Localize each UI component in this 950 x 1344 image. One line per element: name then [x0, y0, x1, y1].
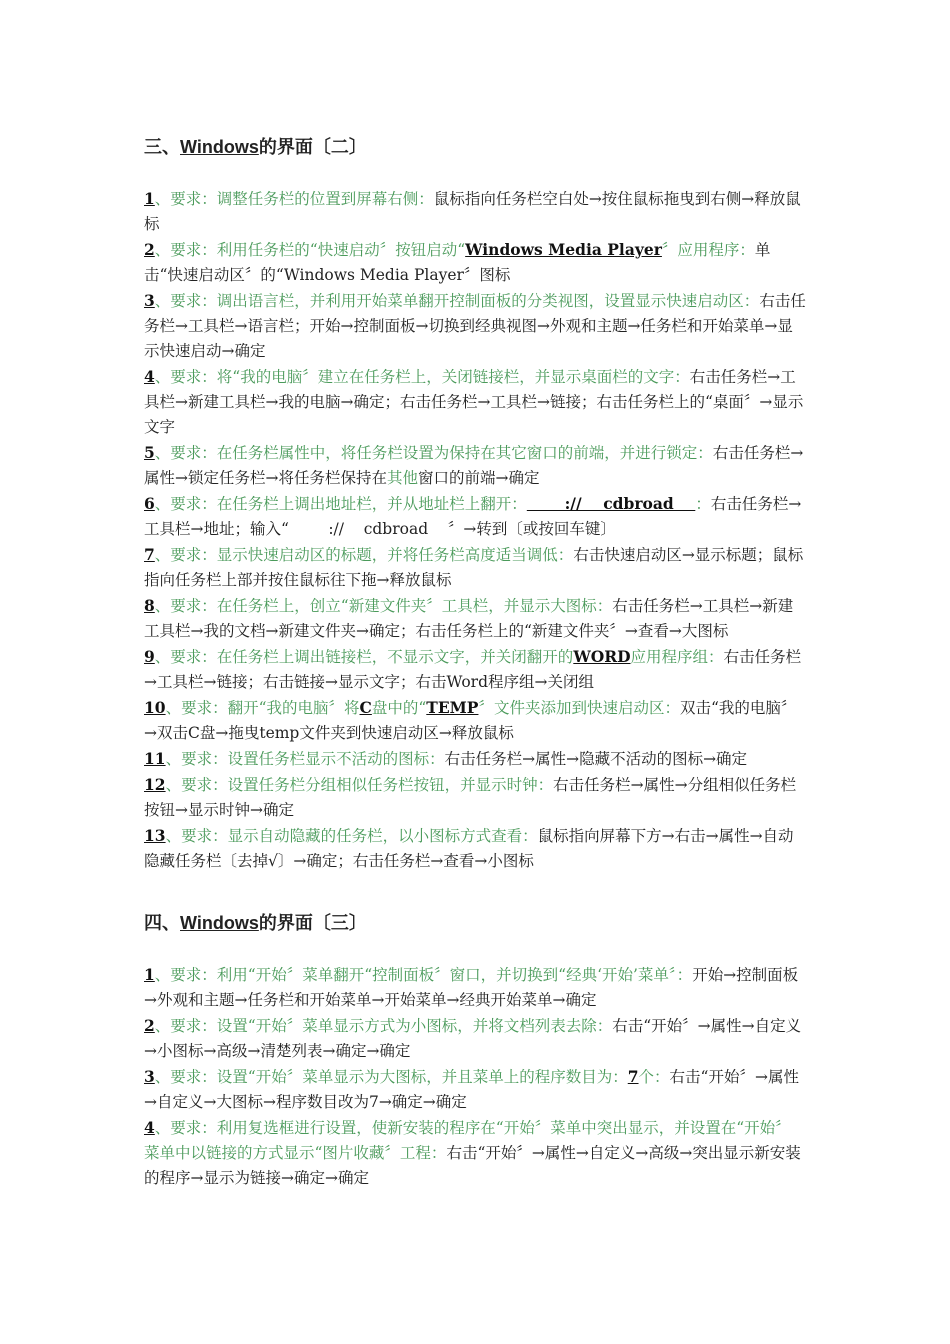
- requirement-text: 、要求：设置任务栏显示不活动的图标：: [165, 750, 445, 768]
- list-item: [144, 695, 806, 746]
- requirement-text: 、要求：利用复选框进行设置，使新安装的程序在“开始〞菜单中突出显示，并设置在“开始〞菜单中以链接的方式显示“图片收藏〞工程：: [144, 1119, 791, 1162]
- answer-text: 窗口的前端→确定: [418, 469, 540, 487]
- answer-text: 鼠标指向任务栏空白处→按住鼠标拖曳到右侧→释放鼠标: [144, 190, 801, 233]
- requirement-text: 、要求：调整任务栏的位置到屏幕右侧：: [154, 190, 434, 208]
- list-item: [144, 772, 806, 823]
- section-heading: [144, 132, 806, 162]
- answer-text: 右击任务栏→属性→分组相似任务栏按钮→显示时钟→确定: [144, 776, 797, 819]
- answer-text: 右击任务栏→工具栏→新建工具栏→我的电脑→确定；右击任务栏→工具栏→链接；右击任务栏上的“桌面〞→显示文字: [144, 368, 804, 436]
- requirement-text: 其他: [386, 469, 418, 487]
- requirement-text: 个：: [638, 1068, 670, 1086]
- answer-text: 右击任务栏→属性→锁定任务栏→将任务栏保持在: [144, 444, 804, 487]
- item-number: 8: [144, 596, 155, 615]
- answer-text: 右击“开始〞→属性→自定义→大图标→程序数目改为7→确定→确定: [144, 1068, 799, 1111]
- item-number: 6: [144, 494, 155, 513]
- list-item: [144, 237, 806, 288]
- emphasis-text: WORD: [573, 647, 631, 666]
- item-list: [144, 962, 806, 1191]
- heading-suffix: 的界面〔二〕: [258, 137, 367, 158]
- list-item: [144, 1064, 806, 1115]
- heading-windows: Windows: [180, 913, 259, 933]
- list-item: [144, 1013, 806, 1064]
- requirement-text: 、要求：在任务栏属性中，将任务栏设置为保持在其它窗口的前端，并进行锁定：: [154, 444, 713, 462]
- requirement-text: 、要求：利用“开始〞菜单翻开“控制面板〞窗口，并切换到“经典‘开始’菜单〞：: [154, 966, 693, 984]
- item-number: 7: [144, 545, 155, 564]
- emphasis-text: :// cdbroad: [526, 494, 696, 513]
- requirement-text: 、要求：将“我的电脑〞建立在任务栏上，关闭链接栏，并显示桌面栏的文字：: [154, 368, 690, 386]
- emphasis-text: Windows Media Player: [465, 240, 662, 259]
- requirement-text: 、要求：设置“开始〞菜单显示方式为小图标，并将文档列表去除：: [154, 1017, 613, 1035]
- answer-text: 开始→控制面板→外观和主题→任务栏和开始菜单→开始菜单→经典开始菜单→确定: [144, 966, 799, 1009]
- requirement-text: 〞文件夹添加到快速启动区：: [478, 699, 680, 717]
- list-item: [144, 364, 806, 440]
- item-number: 1: [144, 965, 155, 984]
- requirement-text: 盘中的“: [371, 699, 427, 717]
- list-item: [144, 823, 806, 874]
- item-number: 13: [144, 826, 166, 845]
- requirement-text: 、要求：在任务栏上调出地址栏，并从地址栏上翻开：: [154, 495, 527, 513]
- item-number: 1: [144, 189, 155, 208]
- answer-text: 单击“快速启动区〞的“Windows Media Player〞图标: [144, 241, 771, 284]
- requirement-text: 、要求：调出语言栏，并利用开始菜单翻开控制面板的分类视图，设置显示快速启动区：: [154, 292, 760, 310]
- list-item: [144, 593, 806, 644]
- answer-text: 右击任务栏→工具栏→语言栏；开始→控制面板→切换到经典视图→外观和主题→任务栏和开始菜单→显示快速启动→确定: [144, 292, 806, 360]
- list-item: [144, 1115, 806, 1191]
- item-number: 3: [144, 1067, 155, 1086]
- list-item: [144, 288, 806, 364]
- item-list: [144, 186, 806, 874]
- item-number: 4: [144, 367, 155, 386]
- item-number: 12: [144, 775, 166, 794]
- section-three: [144, 132, 806, 874]
- document-page: [144, 132, 806, 1191]
- section-four: [144, 908, 806, 1191]
- requirement-text: 、要求：设置“开始〞菜单显示为大图标，并且菜单上的程序数目为：: [154, 1068, 628, 1086]
- list-item: [144, 962, 806, 1013]
- list-item: [144, 440, 806, 491]
- emphasis-text: TEMP: [426, 698, 479, 717]
- heading-prefix: 三、: [144, 137, 180, 158]
- requirement-text: 、要求：设置任务栏分组相似任务栏按钮，并显示时钟：: [165, 776, 554, 794]
- item-number: 9: [144, 647, 155, 666]
- answer-text: 双击“我的电脑〞→双击C盘→拖曳temp文件夹到快速启动区→释放鼠标: [144, 699, 797, 742]
- list-item: [144, 186, 806, 237]
- item-number: 4: [144, 1118, 155, 1137]
- heading-windows: Windows: [180, 137, 259, 157]
- emphasis-text: C: [359, 698, 372, 717]
- answer-text: 右击任务栏→工具栏→新建工具栏→我的文档→新建文件夹→确定；右击任务栏上的“新建文件夹〞→查看→大图标: [144, 597, 794, 640]
- item-number: 11: [144, 749, 166, 768]
- answer-text: 鼠标指向屏幕下方→右击→属性→自动隐藏任务栏〔去掉√〕→确定；右击任务栏→查看→小图标: [144, 827, 794, 870]
- requirement-text: 〞应用程序：: [661, 241, 755, 259]
- requirement-text: 、要求：在任务栏上，创立“新建文件夹〞工具栏，并显示大图标：: [154, 597, 613, 615]
- answer-text: 右击快速启动区→显示标题；鼠标指向任务栏上部并按住鼠标往下拖→释放鼠标: [144, 546, 804, 589]
- requirement-text: 、要求：显示自动隐藏的任务栏，以小图标方式查看：: [165, 827, 538, 845]
- requirement-text: 、要求：利用任务栏的“快速启动〞按钮启动“: [154, 241, 466, 259]
- list-item: [144, 542, 806, 593]
- item-number: 2: [144, 240, 155, 259]
- list-item: [144, 644, 806, 695]
- section-heading: [144, 908, 806, 938]
- item-number: 3: [144, 291, 155, 310]
- item-number: 10: [144, 698, 166, 717]
- emphasis-text: 7: [627, 1067, 639, 1086]
- answer-text: 右击任务栏→属性→隐藏不活动的图标→确定: [444, 750, 748, 768]
- heading-suffix: 的界面〔三〕: [258, 913, 367, 934]
- answer-text: 右击“开始〞→属性→自定义→高级→突出显示新安装的程序→显示为链接→确定→确定: [144, 1144, 801, 1187]
- answer-text: 右击任务栏→工具栏→地址；输入“ :// cdbroad 〞→转到〔或按回车键〕: [144, 495, 802, 538]
- requirement-text: ：: [695, 495, 711, 513]
- requirement-text: 、要求：翻开“我的电脑〞将: [165, 699, 360, 717]
- requirement-text: 、要求：在任务栏上调出链接栏，不显示文字，并关闭翻开的: [154, 648, 574, 666]
- requirement-text: 应用程序组：: [630, 648, 724, 666]
- requirement-text: 、要求：显示快速启动区的标题，并将任务栏高度适当调低：: [154, 546, 574, 564]
- list-item: [144, 746, 806, 772]
- answer-text: 右击任务栏→工具栏→链接；右击链接→显示文字；右击Word程序组→关闭组: [144, 648, 802, 691]
- item-number: 5: [144, 443, 155, 462]
- heading-prefix: 四、: [144, 913, 180, 934]
- answer-text: 右击“开始〞→属性→自定义→小图标→高级→清楚列表→确定→确定: [144, 1017, 802, 1060]
- list-item: [144, 491, 806, 542]
- item-number: 2: [144, 1016, 155, 1035]
